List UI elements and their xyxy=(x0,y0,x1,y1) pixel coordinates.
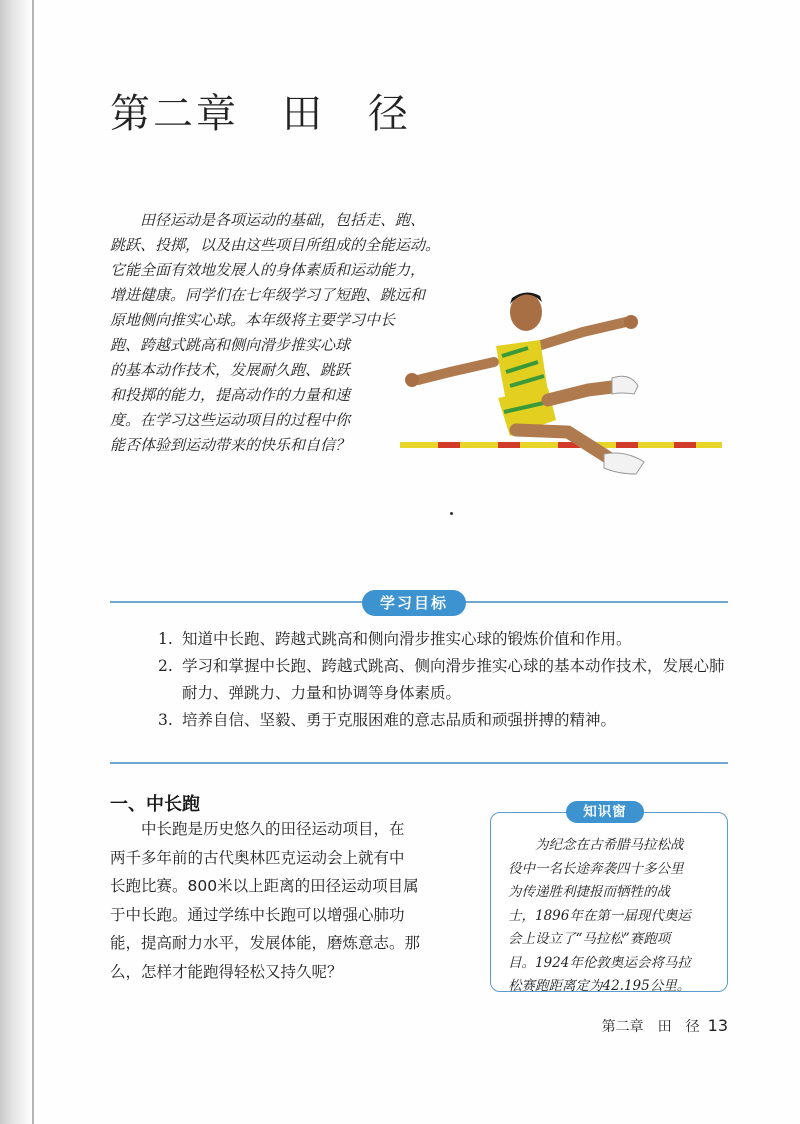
print-speck xyxy=(450,512,453,515)
knowledge-window-badge: 知识窗 xyxy=(566,801,644,823)
intro-line: 度。在学习这些运动项目的过程中你 xyxy=(110,411,351,429)
body-line: 两千多年前的古代奥林匹克运动会上就有中 xyxy=(110,848,405,867)
objectives-bottom-rule xyxy=(110,762,728,764)
body-line: 能，提高耐力水平，发展体能，磨炼意志。那 xyxy=(110,934,421,952)
objective-number: 2. xyxy=(158,657,173,675)
objectives-list xyxy=(158,626,728,734)
knowledge-line: 会上设立了“马拉松”赛跑项 xyxy=(508,931,671,947)
hurdle-bar xyxy=(400,442,722,448)
objectives-rule-left xyxy=(110,601,365,603)
body-line: 长跑比赛。800米以上距离的田径运动项目属 xyxy=(110,877,419,895)
objectives-rule-right xyxy=(465,601,728,603)
page-footer xyxy=(602,1016,728,1036)
intro-line: 跑、跨越式跳高和侧向滑步推实心球 xyxy=(110,336,351,354)
body-line: 中长跑是历史悠久的田径运动项目，在 xyxy=(110,820,405,838)
objective-number: 1. xyxy=(158,630,173,648)
knowledge-line: 目。1924年伦敦奥运会将马拉 xyxy=(508,954,691,971)
objectives-badge: 学习目标 xyxy=(362,590,466,616)
intro-line: 和投掷的能力，提高动作的力量和速 xyxy=(110,386,351,404)
knowledge-line: 为传递胜利捷报而牺牲的战 xyxy=(508,884,670,900)
section-body xyxy=(110,815,485,986)
book-spine-shadow xyxy=(0,0,34,1124)
body-line: 么，怎样才能跑得轻松又持久呢？ xyxy=(110,962,343,981)
intro-line: 跳跃、投掷，以及由这些项目所组成的全能运动。 xyxy=(110,236,441,254)
objective-text: 知道中长跑、跨越式跳高和侧向滑步推实心球的锻炼价值和作用。 xyxy=(182,630,632,648)
objective-text: 培养自信、坚毅、勇于克服困难的意志品质和顽强拼搏的精神。 xyxy=(182,711,617,729)
knowledge-line: 松赛跑距离定为42.195公里。 xyxy=(508,978,691,994)
intro-line: 田径运动是各项运动的基础，包括走、跑、 xyxy=(110,211,426,229)
knowledge-window-text xyxy=(508,834,720,999)
intro-line: 的基本动作技术，发展耐久跑、跳跃 xyxy=(110,361,351,379)
spine-edge-line xyxy=(32,0,34,1124)
intro-line: 增进健康。同学们在七年级学习了短跑、跳远和 xyxy=(110,286,426,304)
page-number: 13 xyxy=(707,1016,728,1035)
intro-line: 它能全面有效地发展人的身体素质和运动能力， xyxy=(110,261,426,279)
section-heading: 一、中长跑 xyxy=(110,794,200,815)
objective-item xyxy=(158,707,728,734)
footer-chapter: 第二章 田 径 xyxy=(601,1019,700,1035)
knowledge-line: 役中一名长途奔袭四十多公里 xyxy=(508,860,684,877)
body-line: 于中长跑。通过学练中长跑可以增强心肺功 xyxy=(110,905,405,924)
objective-text: 学习和掌握中长跑、跨越式跳高、侧向滑步推实心球的基本动作技术，发展心肺耐力、弹跳力、力量和协调等身体素质。 xyxy=(182,657,725,702)
hurdler-illustration xyxy=(398,282,728,497)
intro-line: 能否体验到运动带来的快乐和自信？ xyxy=(110,436,351,454)
objective-number: 3. xyxy=(158,711,173,729)
knowledge-line: 为纪念在古希腊马拉松战 xyxy=(508,837,684,853)
chapter-title: 第二章 田 径 xyxy=(110,91,411,137)
knowledge-line: 士，1896年在第一届现代奥运 xyxy=(508,907,691,924)
intro-line: 原地侧向推实心球。本年级将主要学习中长 xyxy=(110,311,396,329)
objective-item xyxy=(158,653,728,707)
objective-item xyxy=(158,626,728,653)
